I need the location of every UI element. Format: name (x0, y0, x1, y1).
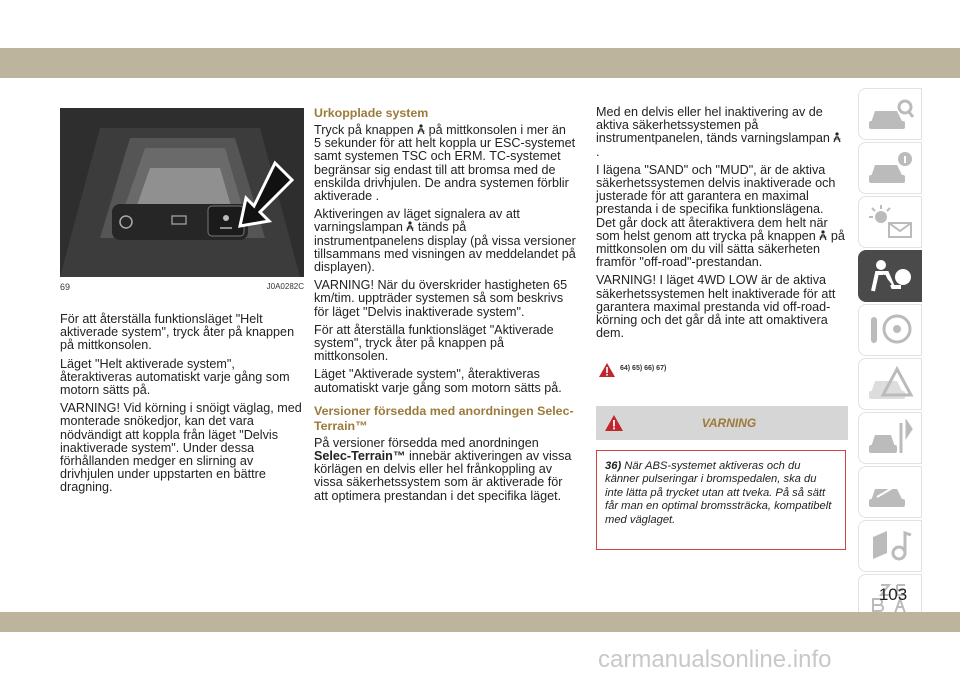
airbag-safety-icon (867, 257, 915, 297)
warning-box-header (596, 406, 848, 440)
paragraph: VARNING! När du överskrider hastigheten 65 km/tim. uppträder systemen så som beskrivs för läget "Delvis inaktiverade system". (314, 278, 568, 319)
text: I lägena "SAND" och "MUD", är de aktiva säkerhetssystemen delvis inaktiverade och justerade för att garantera en maximal prestanda i de specifika funktionslägena. Det går dock att återaktivera dem helt när som helst genom att trycka på knappen (596, 162, 836, 243)
console-button-illustration (60, 108, 304, 277)
text: Med en delvis eller hel inaktivering av de aktiva säkerhetssystemen på instrumentpanelen, tänds varningslampan (596, 105, 830, 146)
warning-triangle-icon (598, 362, 616, 378)
technical-data-icon (867, 473, 915, 513)
text: tänds på instrumentpanelens display (på vissa versioner tillsammans med visningen av meddelandet på displayen). (314, 220, 576, 275)
tab-safety[interactable] (858, 250, 922, 302)
paragraph: Läget "Helt aktiverade system", återaktiveras automatiskt varje gång som motorn sätts på. (60, 356, 290, 398)
maintenance-tools-icon (867, 419, 915, 459)
column-3 (596, 106, 846, 345)
tab-warning-lights[interactable] (858, 196, 922, 248)
tab-car-magnifier[interactable] (858, 88, 922, 140)
esc-warning-icon (833, 132, 841, 143)
paragraph: För att återställa funktionsläget "Aktiverade system", tryck åter på knappen på mittkonsolen. (314, 322, 554, 364)
esc-off-icon (417, 124, 425, 135)
figure-code: J0A0282C (266, 282, 304, 291)
tab-maintenance[interactable] (858, 412, 922, 464)
column-2 (314, 106, 576, 508)
warning-ref: 36) (605, 460, 622, 472)
paragraph (314, 208, 576, 274)
section-heading: Urkopplade system (314, 106, 429, 120)
paragraph (314, 124, 576, 203)
section-heading: Versioner försedda med anordningen Selec-Terrain™ (314, 403, 574, 433)
bold-text: Selec-Terrain™ (314, 449, 406, 464)
tab-emergency[interactable] (858, 358, 922, 410)
paragraph: VARNING! Vid körning i snöigt väglag, med monterade snökedjor, kan det vara nödvändigt att koppla från läget "Delvis inaktiverade system". Under dessa förhållanden medger en slirning av drivhjulen under uppstarten en bättre dragning. (60, 401, 302, 495)
warning-text: När ABS-systemet aktiveras och du känner pulseringar i bromspedalen, ska du inte lätta på trycket utan att tveka. På så sätt får man en optimal bromssträcka, kompatibelt med väglaget. (605, 460, 832, 526)
header-band (0, 48, 960, 78)
page-number: 103 (878, 585, 908, 604)
figure-caption (60, 282, 304, 294)
car-magnifier-icon (867, 95, 915, 135)
paragraph: Läget "Aktiverade system", återaktiveras automatiskt varje gång som motorn sätts på. (314, 367, 562, 395)
figure-number: 69 (60, 282, 71, 292)
tab-start-driving[interactable] (858, 304, 922, 356)
tab-multimedia[interactable] (858, 520, 922, 572)
text: Tryck på knappen (314, 123, 414, 137)
warning-reference-numbers: 64) 65) 66) 67) (620, 365, 667, 372)
emergency-triangle-icon (867, 365, 915, 405)
esc-off-icon (819, 230, 827, 241)
paragraph (596, 106, 846, 159)
figure-photo (60, 108, 304, 277)
text: Aktiveringen av läget signalera av att varningslampan (314, 207, 520, 235)
multimedia-icon (867, 527, 915, 567)
column-1 (60, 313, 306, 500)
paragraph: För att återställa funktionsläget "Helt aktiverade system", tryck åter på knappen på mittkonsolen. (60, 312, 295, 353)
warning-box-body (596, 450, 846, 550)
text: På versioner försedda med anordningen (314, 435, 539, 450)
paragraph: VARNING! I läget 4WD LOW är de aktiva säkerhetssystemen helt inaktiverade för att garantera maximal prestanda vid off-road-körning och det går då inte att omaktivera dem. (596, 273, 836, 341)
car-info-icon (867, 149, 915, 189)
warning-lights-message-icon (867, 203, 915, 243)
top-margin (0, 0, 960, 48)
tab-car-info[interactable] (858, 142, 922, 194)
text: . (596, 144, 600, 159)
paragraph (314, 437, 576, 503)
tab-technical-data[interactable] (858, 466, 922, 518)
text: på mittkonsolen i mer än 5 sekunder för att helt koppla ur ESC-systemet samt systemen TSC och ERM. TC-systemet begränsar sig endast till att bromsa med de enskilda drivhjulen. De andra systemen förblir aktiverade . (314, 123, 576, 204)
text: innebär aktiveringen av vissa körlägen en delvis eller hel frånkoppling av vissa säkerhetssystem som är aktiverade för att optimera prestandan i det specifika läget. (314, 449, 572, 503)
esc-warning-icon (406, 221, 414, 232)
footer-band (0, 612, 960, 632)
paragraph (596, 164, 846, 270)
warning-title: VARNING (701, 416, 757, 430)
start-driving-icon (867, 311, 915, 351)
text: på mittkonsolen om du vill sätta säkerheten framför "off-road"-prestandan. (596, 228, 845, 270)
watermark: carmanualsonline.info (598, 646, 832, 673)
